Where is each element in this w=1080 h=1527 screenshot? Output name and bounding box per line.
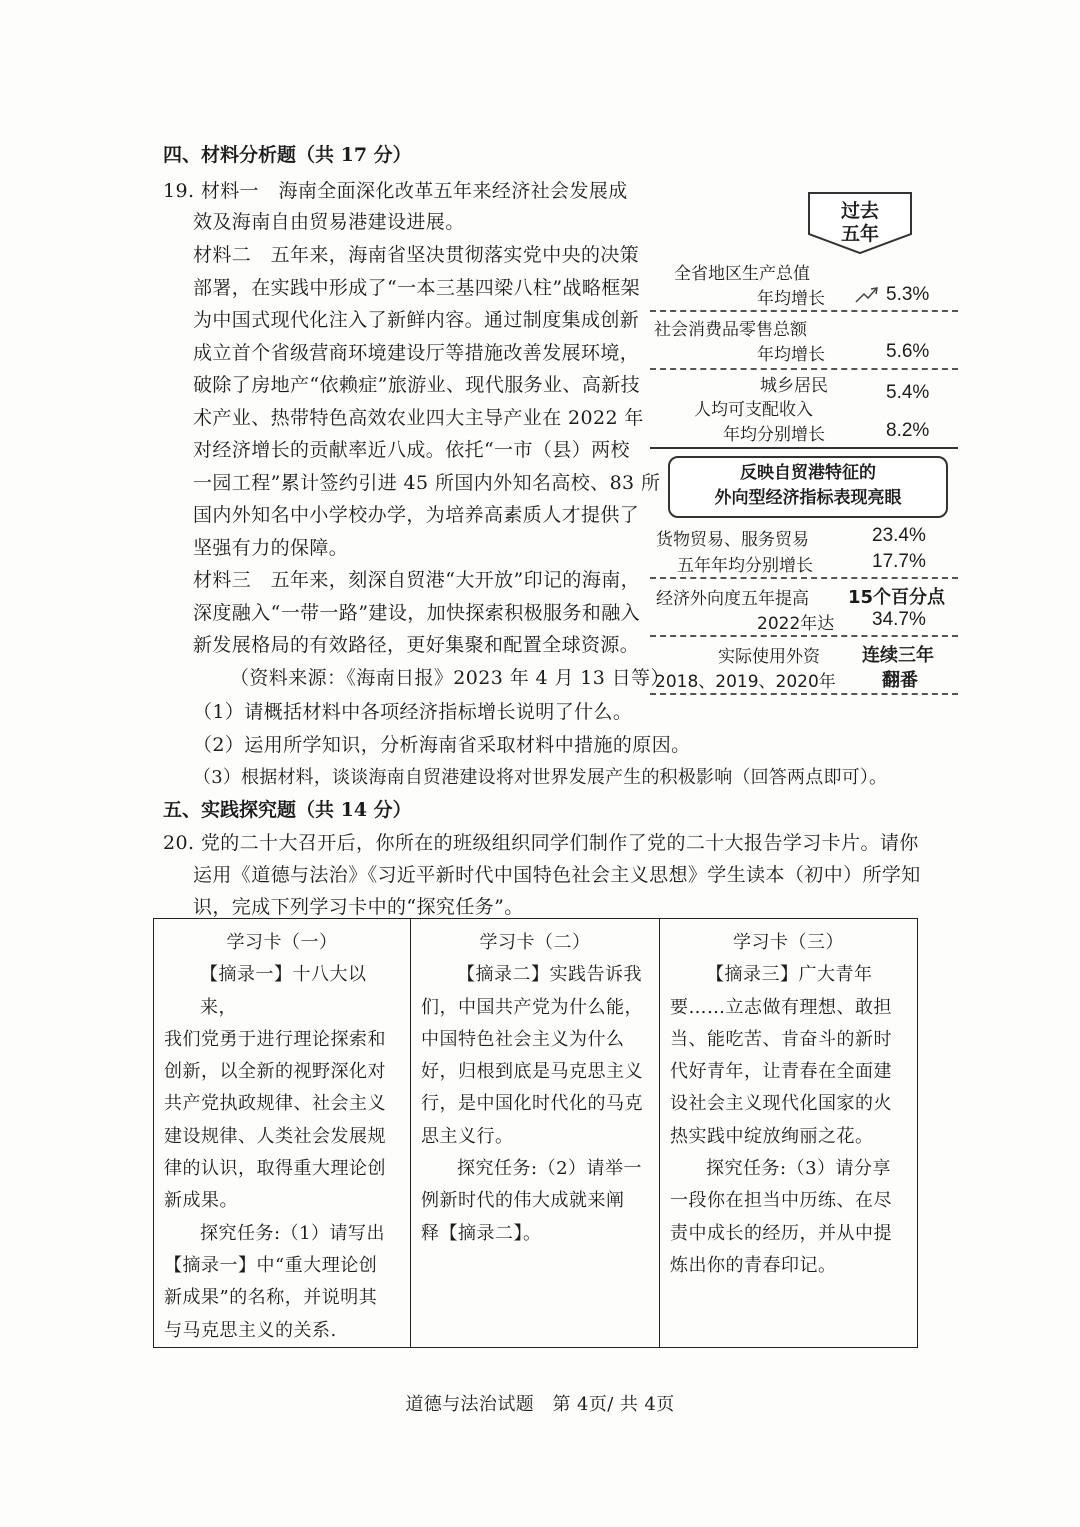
text-line: 识，完成下列学习卡中的“探究任务”。 — [193, 896, 524, 918]
card-title: 学习卡（一） — [226, 932, 338, 953]
card-line: 【摘录一】十八大以来， — [200, 964, 367, 1018]
card-line: 共产党执政规律、社会主义 — [164, 1093, 386, 1115]
card-line: 设社会主义现代化国家的火 — [670, 1093, 892, 1115]
divider — [650, 310, 958, 312]
card-line: 【摘录一】中“重大理论创 — [164, 1254, 378, 1276]
card-line: 思主义行。 — [421, 1125, 514, 1147]
section-heading: 四、材料分析题（共 17 分） — [163, 144, 412, 166]
card-line: 创新，以全新的视野深化对 — [164, 1061, 386, 1083]
income-value: 8.2% — [886, 420, 930, 441]
retail-value: 5.6% — [886, 341, 930, 362]
trade-label: 五年年均分别增长 — [677, 556, 813, 576]
divider — [650, 693, 958, 695]
income-label: 城乡居民 — [760, 376, 828, 396]
card-title: 学习卡（三） — [733, 932, 844, 953]
card-line: 代好青年，让青春在全面建 — [670, 1061, 892, 1083]
openness-value: 34.7% — [872, 609, 926, 630]
text-line: 破除了房地产“依赖症”旅游业、现代服务业、高新技 — [193, 374, 641, 396]
card-line: 建设规律、人类社会发展规 — [164, 1125, 386, 1147]
tag-text: 过去 — [840, 200, 879, 222]
openness-value: 15个百分点 — [848, 587, 946, 608]
fdi-label: 实际使用外资 — [718, 647, 820, 667]
retail-label: 年均增长 — [757, 345, 825, 365]
study-card — [411, 919, 660, 1348]
text-line: 运用《道德与法治》《习近平新时代中国特色社会主义思想》学生读本（初中）所学知 — [193, 864, 921, 886]
openness-label: 2022年达 — [757, 614, 835, 634]
section-heading: 五、实践探究题（共 14 分） — [163, 799, 412, 821]
fdi-value: 翻番 — [882, 670, 918, 691]
banner — [668, 456, 948, 518]
income-label: 人均可支配收入 — [694, 400, 813, 420]
card-line: 好，归根到底是马克思主义 — [421, 1061, 643, 1083]
card-line: 们，中国共产党为什么能， — [421, 996, 643, 1018]
text-line: 部署，在实践中形成了“一本三基四梁八柱”战略框架 — [193, 277, 641, 299]
openness-label: 经济外向度五年提高 — [656, 589, 809, 609]
card-line: 释【摘录二】。 — [421, 1222, 542, 1244]
card-line: 炼出你的青春印记。 — [670, 1254, 837, 1276]
card-line: 中国特色社会主义为什么 — [421, 1028, 625, 1050]
study-card — [154, 919, 411, 1348]
card-line: 当、能吃苦、肯奋斗的新时 — [670, 1028, 892, 1050]
card-line: 【摘录二】实践告诉我 — [457, 964, 642, 986]
divider — [650, 368, 958, 370]
tag-text: 五年 — [840, 223, 879, 245]
trade-value: 23.4% — [872, 525, 926, 546]
text-line: 坚强有力的保障。 — [193, 537, 349, 559]
card-line: 探究任务:（1）请写出 — [200, 1222, 386, 1244]
sub-question: （1）请概括材料中各项经济指标增长说明了什么。 — [193, 701, 633, 723]
card-line: 律的认识，取得重大理论创 — [164, 1158, 386, 1180]
card-line: 与马克思主义的关系. — [164, 1319, 337, 1341]
card-line: 责中成长的经历，并从中提 — [670, 1222, 892, 1244]
text-line: 一园工程”累计签约引进 45 所国内外知名高校、83 所 — [193, 472, 661, 494]
text-line: 材料三 五年来，刻深自贸港“大开放”印记的海南， — [193, 569, 641, 591]
gdp-label: 年均增长 — [757, 289, 825, 309]
divider — [650, 447, 958, 449]
text-line: 材料二 五年来，海南省坚决贯彻落实党中央的决策 — [193, 244, 640, 266]
text-line: 19. 材料一 海南全面深化改革五年来经济社会发展成 — [163, 180, 628, 202]
text-line: 对经济增长的贡献率近八成。依托“一市（县）两校 — [193, 439, 630, 461]
study-cards-table — [153, 918, 918, 1348]
card-line: 新成果”的名称，并说明其 — [164, 1287, 378, 1309]
trade-value: 17.7% — [872, 551, 926, 572]
text-line: 效及海南自由贸易港建设进展。 — [193, 211, 465, 233]
card-line: 探究任务:（2）请举一 — [457, 1158, 643, 1180]
card-line: 我们党勇于进行理论探索和 — [164, 1028, 386, 1050]
card-line: 探究任务:（3）请分享 — [706, 1158, 892, 1180]
study-card — [660, 919, 918, 1348]
divider — [650, 577, 958, 579]
page-footer: 道德与法治试题 第 4页/ 共 4页 — [405, 1394, 675, 1415]
gdp-label: 全省地区生产总值 — [674, 264, 810, 284]
banner-text: 反映自贸港特征的 — [740, 463, 876, 483]
text-line: 国内外知名中小学校办学，为培养高素质人才提供了 — [193, 504, 640, 526]
text-line: 为中国式现代化注入了新鲜内容。通过制度集成创新 — [193, 309, 640, 331]
card-line: 一段你在担当中历练、在尽 — [670, 1190, 892, 1212]
text-line: 20. 党的二十大召开后，你所在的班级组织同学们制作了党的二十大报告学习卡片。请你 — [163, 832, 919, 854]
card-line: 热实践中绽放绚丽之花。 — [670, 1125, 874, 1147]
income-label: 年均分别增长 — [723, 425, 825, 445]
fdi-label: 2018、2019、2020年 — [655, 672, 836, 692]
trade-label: 货物贸易、服务贸易 — [656, 530, 809, 550]
card-line: 新成果。 — [164, 1190, 238, 1212]
source-citation: （资料来源：《海南日报》2023 年 4 月 13 日等） — [230, 667, 670, 689]
gdp-value: 5.3% — [886, 284, 930, 305]
divider — [650, 635, 958, 637]
trend-arrow-icon — [854, 286, 880, 304]
card-line: 例新时代的伟大成就来阐 — [421, 1190, 625, 1212]
banner-text: 外向型经济指标表现亮眼 — [714, 488, 902, 508]
card-title: 学习卡（二） — [479, 932, 591, 953]
card-line: 要……立志做有理想、敢担 — [670, 996, 892, 1018]
card-line: 行，是中国化时代化的马克 — [421, 1093, 643, 1115]
text-line: 术产业、热带特色高效农业四大主导产业在 2022 年 — [193, 407, 644, 429]
text-line: 新发展格局的有效路径，更好集聚和配置全球资源。 — [193, 634, 640, 656]
sub-question: （3）根据材料，谈谈海南自贸港建设将对世界发展产生的积极影响（回答两点即可）。 — [193, 767, 888, 788]
fdi-value: 连续三年 — [862, 645, 934, 666]
text-line: 深度融入“一带一路”建设，加快探索积极服务和融入 — [193, 602, 641, 624]
income-value: 5.4% — [886, 382, 930, 403]
card-line: 【摘录三】广大青年 — [706, 964, 873, 986]
retail-label: 社会消费品零售总额 — [654, 320, 807, 340]
text-line: 成立首个省级营商环境建设厅等措施改善发展环境， — [193, 342, 640, 364]
sub-question: （2）运用所学知识，分析海南省采取材料中措施的原因。 — [193, 734, 691, 756]
